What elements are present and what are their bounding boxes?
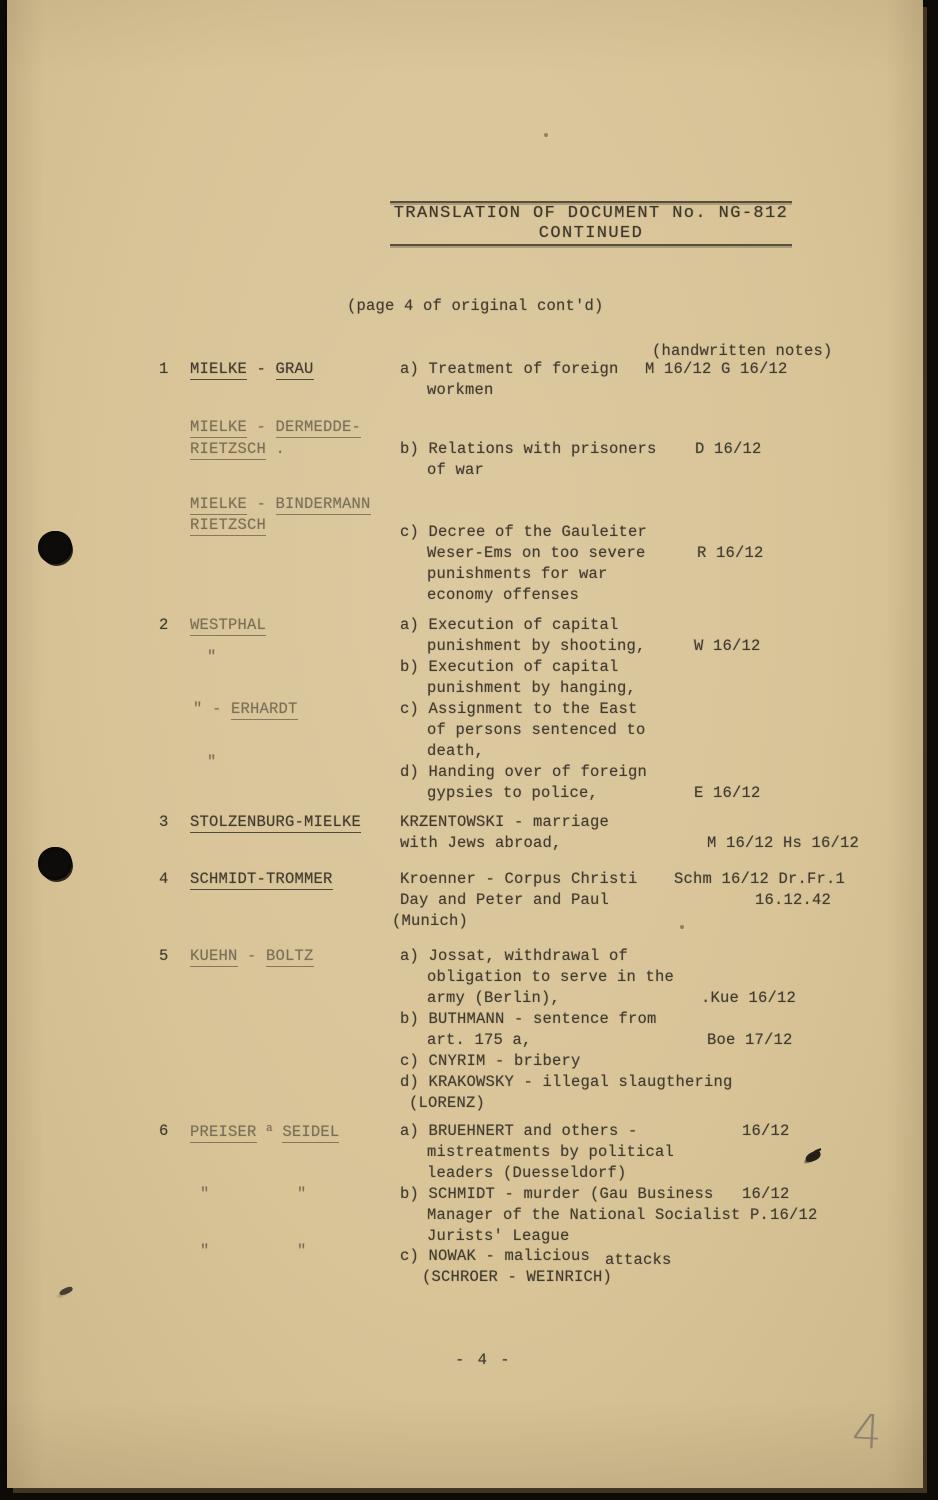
text-line: Manager of the National Socialist P. [427,1206,770,1224]
text-line: workmen [427,381,494,399]
intro-line: (page 4 of original cont'd) [347,297,604,315]
text-line: 16/12 [770,1206,818,1224]
text-line: .Kue 16/12 [701,989,797,1007]
paper-speck [544,133,548,137]
text-line: (Munich) [392,912,469,930]
text-line: " [200,1242,210,1260]
text-line: b) SCHMIDT - murder (Gau Business [400,1185,714,1203]
text-line: PREISER $^a$ SEIDEL [190,1123,340,1141]
text-line: RIETZSCH . [190,440,286,458]
text-line: economy offenses [427,586,580,604]
text-line: MIELKE - GRAU [190,360,314,378]
header-rule-top [390,201,792,203]
text-line: R 16/12 [697,544,764,562]
text-line: with Jews abroad, [400,834,562,852]
text-line: 1 [159,360,169,378]
text-line: d) Handing over of foreign [400,763,648,781]
text-line: (SCHROER - WEINRICH) [422,1268,613,1286]
text-line: " - ERHARDT [193,700,298,718]
text-line: 16/12 [742,1185,790,1203]
text-line: 6 [159,1122,169,1140]
text-line: KRZENTOWSKI - marriage [400,813,610,831]
text-line: punishments for war [427,565,608,583]
header-rule-bottom [390,244,792,246]
text-line: Day and Peter and Paul [400,891,610,909]
text-line: M 16/12 Hs 16/12 [707,834,860,852]
notes-column-header: (handwritten notes) [652,342,833,360]
text-line: a) Jossat, withdrawal of [400,947,629,965]
text-line: c) CNYRIM - bribery [400,1052,581,1070]
text-line: c) Assignment to the East [400,700,638,718]
text-line: punishment by hanging, [427,679,637,697]
text-line: army (Berlin), [427,989,561,1007]
text-line: death, [427,742,485,760]
text-line: KUEHN - BOLTZ [190,947,314,965]
hole-punch-bottom [38,847,72,880]
text-line: b) Execution of capital [400,658,619,676]
text-line: 4 [159,870,169,888]
text-line: D 16/12 [695,440,762,458]
paper-speck [680,925,684,929]
text-line: a) Treatment of foreign [400,360,619,378]
text-line: " [200,1185,210,1203]
text-line: of war [427,461,485,479]
text-line: leaders (Duesseldorf) [427,1164,627,1182]
text-line: " [297,1242,307,1260]
text-line: Boe 17/12 [707,1031,793,1049]
text-line: obligation to serve in the [427,968,675,986]
text-line: MIELKE - BINDERMANN [190,495,371,513]
printed-page-number: - 4 - [455,1351,512,1369]
text-line: WESTPHAL [190,616,267,634]
text-line: RIETZSCH [190,516,267,534]
text-line: STOLZENBURG-MIELKE [190,813,362,831]
text-line: of persons sentenced to [427,721,646,739]
text-line: b) Relations with prisoners [400,440,657,458]
text-line: " [207,648,217,666]
text-line: SCHMIDT-TROMMER [190,870,333,888]
text-line: 2 [159,616,169,634]
text-line: " [207,753,217,771]
ink-blot [804,1150,822,1164]
text-line: 3 [159,813,169,831]
text-line: (LORENZ) [409,1094,486,1112]
text-line: c) Decree of the Gauleiter [400,523,648,541]
document-subtitle: CONTINUED [538,224,644,243]
text-line: art. 175 a, [427,1031,532,1049]
text-line: MIELKE - DERMEDDE- [190,418,362,436]
text-line: mistreatments by political [427,1143,675,1161]
document-title: TRANSLATION OF DOCUMENT No. NG-812 [393,204,789,223]
text-line: E 16/12 [694,784,761,802]
text-line: " [297,1185,307,1203]
text-line: a) BRUEHNERT and others - [400,1122,638,1140]
text-line: 5 [159,947,169,965]
text-line: c) NOWAK - malicious [400,1247,591,1265]
text-line: punishment by shooting, [427,637,646,655]
ink-smudge [58,1286,73,1297]
text-line: Jurists' League [427,1227,570,1245]
text-line: W 16/12 [694,637,761,655]
text-line: Kroenner - Corpus Christi [400,870,638,888]
text-line: 16/12 [742,1122,790,1140]
text-line: Schm 16/12 Dr.Fr.1 [674,870,846,888]
text-line: M 16/12 G 16/12 [645,360,788,378]
text-line: 16.12.42 [755,891,832,909]
text-line: b) BUTHMANN - sentence from [400,1010,657,1028]
text-line: attacks [605,1251,672,1269]
handwritten-page-number: 4 [850,1404,884,1461]
text-line: d) KRAKOWSKY - illegal slaugthering [400,1073,733,1091]
text-line: Weser-Ems on too severe [427,544,646,562]
text-line: a) Execution of capital [400,616,619,634]
hole-punch-top [38,531,72,564]
text-line: gypsies to police, [427,784,599,802]
paper-sheet [7,0,923,1488]
